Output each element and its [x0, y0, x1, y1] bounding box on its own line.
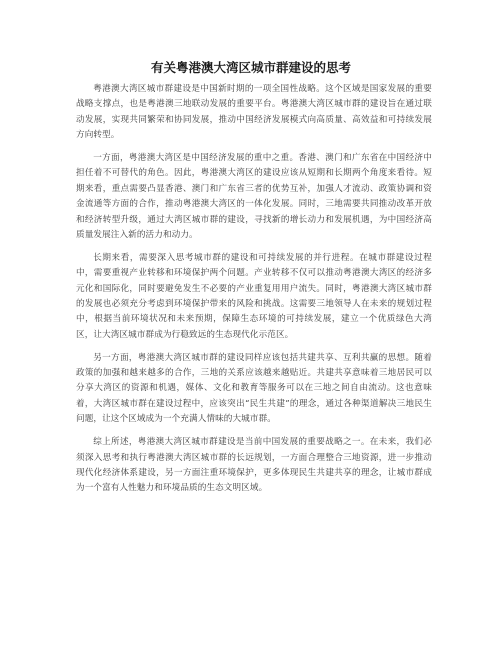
paragraph-long-term: 长期来看，需要深入思考城市群的建设和可持续发展的并行进程。在城市群建设过程中，需要重视产业转移和环境保护两个问题。产业转移不仅可以推动粤港澳大湾区的经济多元化和国际化，同时要避免发生不必要的产业重复用用户流失。同时，粤港澳大湾区城市群的发展也必须充分考虑到环境保护带来的风险和挑战。这需要三地领导人在未来的规划过程中，根据当前环境状况和未来预期，保障生态环境的可持续发展，建立一个优质绿色大湾区，让大湾区城市群成为行稳致远的生态现代化示范区。: [76, 252, 432, 340]
document-body: [76, 82, 432, 504]
paragraph-conclusion: 综上所述，粤港澳大湾区城市群建设是当前中国发展的重要战略之一。在未来，我们必须深入思考和执行粤港澳大湾区城市群的长远规划，一方面合理整合三地资源，进一步推动现代化经济体系建设，另一方面注重环境保护，更多体现民生共建共享的理念，让城市群成为一个富有人性魅力和环境品质的生态文明区域。: [76, 437, 432, 494]
paragraph-short-term: 一方面，粤港澳大湾区是中国经济发展的重中之重。香港、澳门和广东省在中国经济中担任着不可替代的角色。因此，粤港澳大湾区的建设应该从短期和长期两个角度来看待。短期来看，重点需要凸显香港、澳门和广东省三者的优势互补，加强人才流动、政策协调和资金流通等方面的合作，推动粤港澳大湾区的一体化发展。同时，三地需要共同推动改革开放和经济转型升级，通过大湾区城市群的建设，寻找新的增长动力和发展机遇，为中国经济高质量发展注入新的活力和动力。: [76, 153, 432, 241]
paragraph-intro: 粤港澳大湾区城市群建设是中国新时期的一项全国性战略。这个区域是国家发展的重要战略支撑点，也是粤港澳三地联动发展的重要平台。粤港澳大湾区城市群的建设旨在通过联动发展，实现共同繁荣和协同发展，推动中国经济发展模式向高质量、高效益和可持续发展方向转型。: [76, 84, 432, 141]
paragraph-shared-development: 另一方面，粤港澳大湾区城市群的建设同样应该包括共建共享、互利共赢的思想。随着政策的加强和越来越多的合作，三地的关系应该越来越贴近。共建共享意味着三地居民可以分享大湾区的资源和机遇，媒体、文化和教育等服务可以在三地之间自由流动。这也意味着，大湾区城市群在建设过程中，应该突出“民生共建”的理念，通过各种渠道解决三地民生问题，让这个区域成为一个充满人情味的大城市群。: [76, 352, 432, 425]
document-title: 有关粤港澳大湾区城市群建设的思考: [150, 60, 351, 75]
